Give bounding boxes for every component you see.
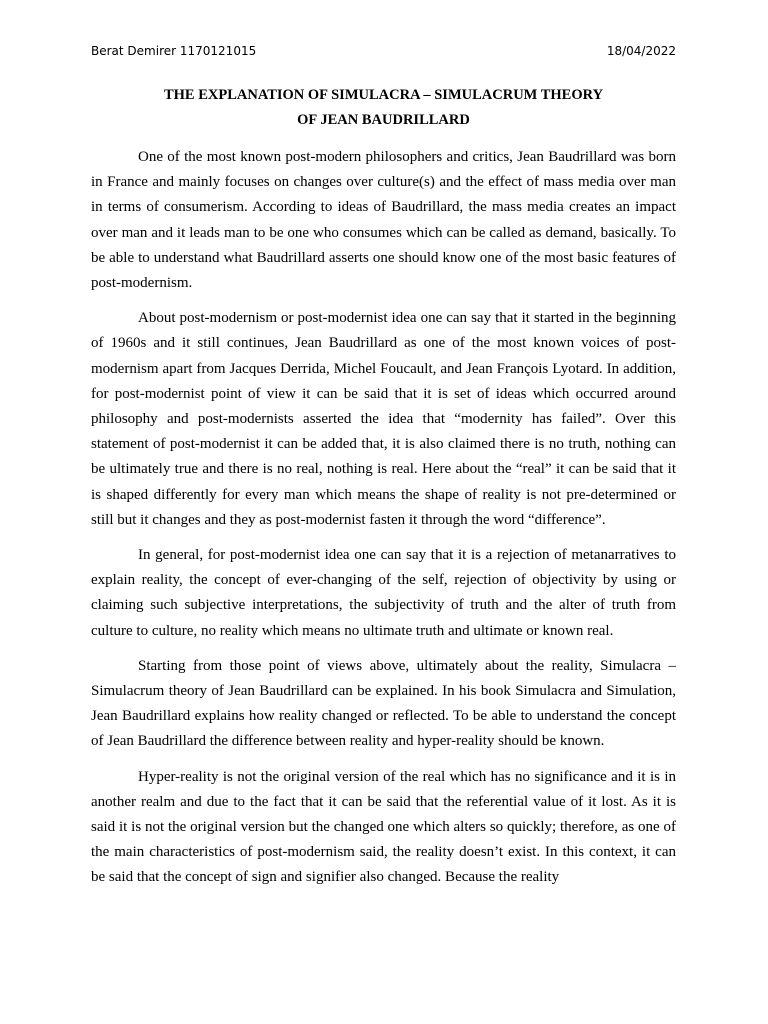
header-author: Berat Demirer 1170121015 xyxy=(91,44,257,58)
document-body xyxy=(91,145,676,901)
header-date: 18/04/2022 xyxy=(606,44,676,58)
paragraph-4: Starting from those point of views above, ultimately about the reality, Simulacra – Simulacrum theory of Jean Baudrillard can be explained. In his book Simulacra and Simulation, Jean Baudrillard explains how reality changed or reflected. To be able to understand the concept of Jean Baudrillard the difference between reality and hyper-reality should be known. xyxy=(91,657,676,750)
title-line-1: THE EXPLANATION OF SIMULACRA – SIMULACRUM THEORY xyxy=(163,87,604,103)
paragraph-3: In general, for post-modernist idea one can say that it is a rejection of metanarratives to explain reality, the concept of ever-changing of the self, rejection of objectivity by using or claiming such subjective interpretations, the subjectivity of truth and the alter of truth from culture to culture, no reality which means no ultimate truth and ultimate or known real. xyxy=(91,547,676,639)
paragraph-2: About post-modernism or post-modernist idea one can say that it started in the beginning of 1960s and it still continues, Jean Baudrillard as one of the most known voices of post-modernism apart from Jacques Derrida, Michel Foucault, and Jean François Lyotard. In addition, for post-modernist point of view it can be said that it is set of ideas which occurred around philosophy and post-modernists asserted the idea that “modernity has failed”. Over this statement of post-modernist it can be added that, it is also claimed there is no truth, nothing can be ultimately true and there is no real, nothing is real. Here about the “real” it can be said that it is shaped differently for every man which means the shape of reality is not pre-determined or still but it changes and they as post-modernist fasten it through the word “difference”. xyxy=(91,310,676,528)
title-line-2: OF JEAN BAUDRILLARD xyxy=(297,112,470,128)
paragraph-1: One of the most known post-modern philosophers and critics, Jean Baudrillard was born in France and mainly focuses on changes over culture(s) and the effect of mass media over man in terms of consumerism. According to ideas of Baudrillard, the mass media creates an impact over man and it leads man to be one who consumes which can be called as demand, basically. To be able to understand what Baudrillard asserts one should know one of the most basic features of post-modernism. xyxy=(91,149,676,292)
paragraph-5: Hyper-reality is not the original version of the real which has no significance and it is in another realm and due to the fact that it can be said that the referential value of it lost. As it is said it is not the original version but the changed one which alters so quickly; therefore, as one of the main characteristics of post-modernism said, the reality doesn’t exist. In this context, it can be said that the concept of sign and signifier also changed. Because the reality xyxy=(91,768,676,886)
page-header xyxy=(91,41,676,61)
document-title xyxy=(91,83,676,133)
